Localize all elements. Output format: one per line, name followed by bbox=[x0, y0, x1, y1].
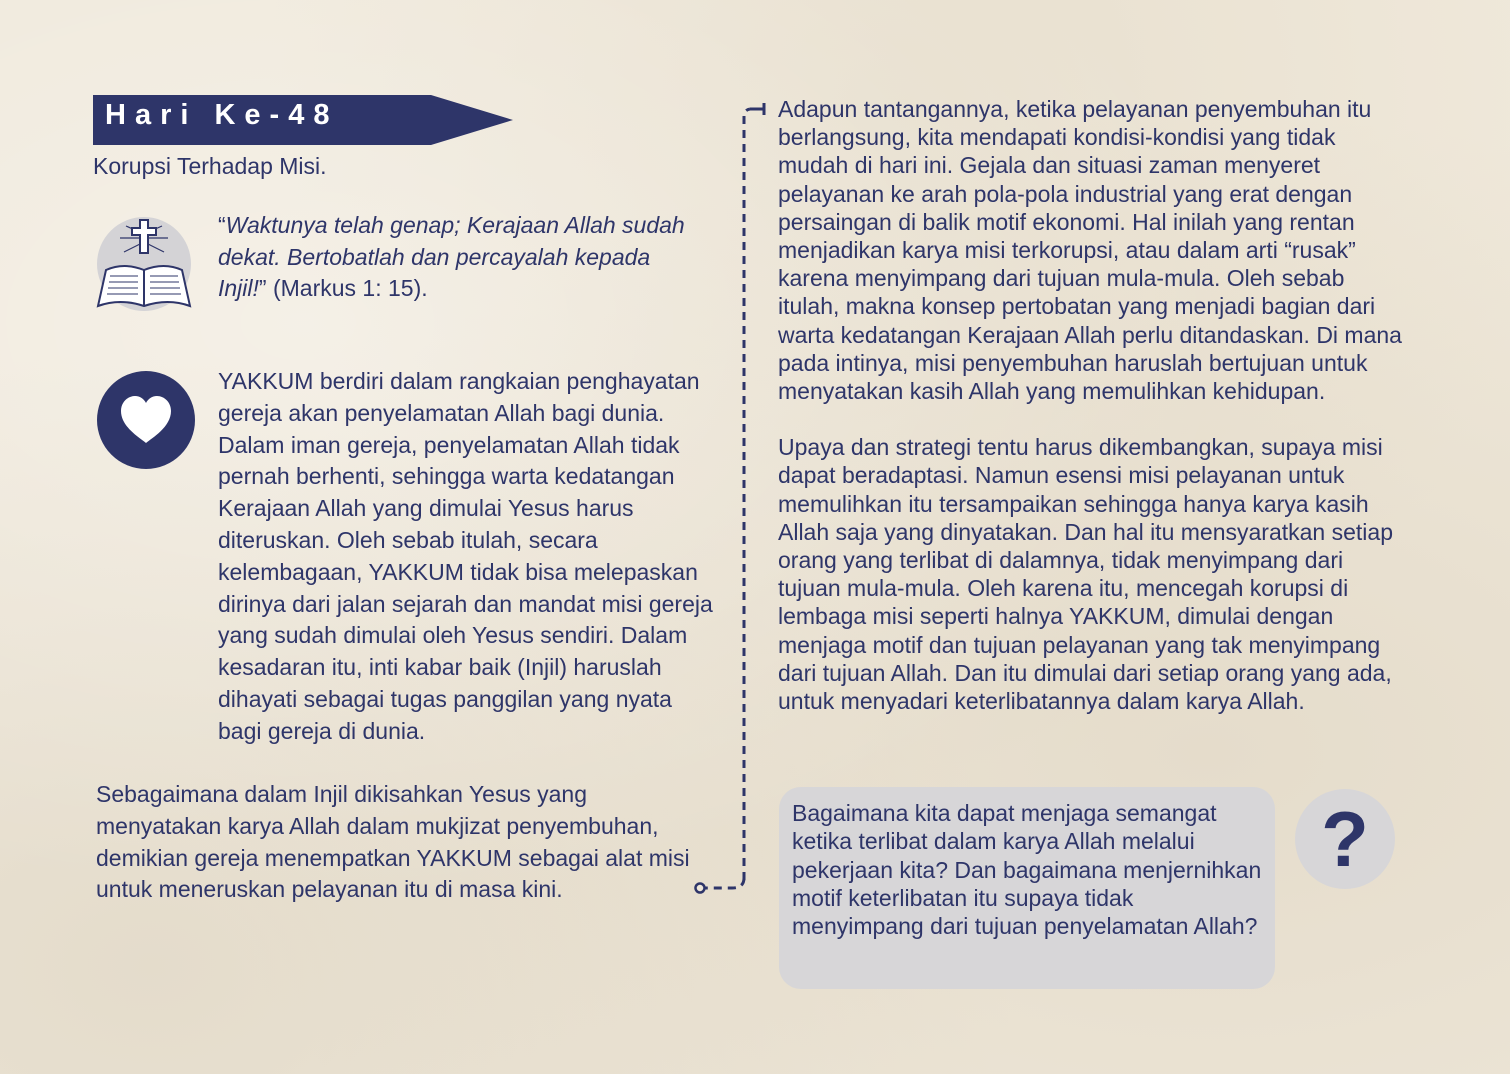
day-label: Hari Ke-48 bbox=[105, 99, 339, 131]
open-bible-cross-icon bbox=[92, 212, 196, 312]
day-banner bbox=[93, 95, 513, 145]
question-box bbox=[779, 787, 1275, 989]
right-paragraph-2: Upaya dan strategi tentu harus dikembangkan, supaya misi dapat beradaptasi. Namun esensi misi pelayanan untuk memulihkan itu tersampaikan sehingga hanya karya kasih Allah saja yang dinyatakan. Dan hal itu mensyaratkan setiap orang yang terlibat di dalamnya, tidak menyimpang dari tujuan mula-mula. Oleh karena itu, mencegah korupsi di lembaga misi seperti halnya YAKKUM, dimulai dengan menjaga motif dan tujuan pelayanan yang tak menyimpang dari tujuan Allah. Dan itu dimulai dari setiap orang yang ada, untuk menyadari keterlibatannya dalam karya Allah. bbox=[778, 434, 1393, 715]
dashed-connector bbox=[690, 100, 770, 900]
question-mark-icon bbox=[1295, 789, 1395, 889]
verse-open-quote: “ bbox=[218, 212, 226, 238]
reflection-paragraph-2: Sebagaimana dalam Injil dikisahkan Yesus yang menyatakan karya Allah dalam mukjizat penyembuhan, demikian gereja menempatkan YAKKUM sebagai alat misi untuk meneruskan pelayanan itu di masa kini. bbox=[96, 781, 690, 903]
page-subtitle: Korupsi Terhadap Misi. bbox=[93, 153, 327, 179]
verse-text: Waktunya telah genap; Kerajaan Allah sudah dekat. Bertobatlah dan percayalah kepada Injil! bbox=[218, 212, 685, 301]
bible-verse bbox=[218, 210, 698, 305]
reflection-question: Bagaimana kita dapat menjaga semangat ketika terlibat dalam karya Allah melalui pekerjaan kita? Dan bagaimana menjernihkan motif keterlibatan itu supaya tidak menyimpang dari tujuan penyelamatan Allah? bbox=[792, 800, 1262, 940]
heart-icon bbox=[96, 370, 196, 470]
verse-close-quote: ” bbox=[258, 275, 267, 301]
question-mark-symbol: ? bbox=[1321, 795, 1369, 883]
verse-reference: (Markus 1: 15). bbox=[266, 275, 428, 301]
reflection-paragraph-1: YAKKUM berdiri dalam rangkaian penghayatan gereja akan penyelamatan Allah bagi dunia. Dalam iman gereja, penyelamatan Allah tidak pernah berhenti, sehingga warta kedatangan Kerajaan Allah yang dimulai Yesus harus diteruskan. Oleh sebab itulah, secara kelembagaan, YAKKUM tidak bisa melepaskan dirinya dari jalan sejarah dan mandat misi gereja yang sudah dimulai oleh Yesus sendiri. Dalam kesadaran itu, inti kabar baik (Injil) haruslah dihayati sebagai tugas panggilan yang nyata bagi gereja di dunia. bbox=[218, 368, 713, 744]
right-column bbox=[778, 95, 1403, 715]
right-paragraph-1: Adapun tantangannya, ketika pelayanan penyembuhan itu berlangsung, kita mendapati kondisi-kondisi yang tidak mudah di hari ini. Gejala dan situasi zaman menyeret pelayanan ke arah pola-pola industrial yang erat dengan persaingan di balik motif ekonomi. Hal inilah yang rentan menjadikan karya misi terkorupsi, atau dalam arti “rusak” karena menyimpang dari tujuan mula-mula. Oleh sebab itulah, makna konsep pertobatan yang menjadi bagian dari warta kedatangan Kerajaan Allah perlu ditandaskan. Di mana pada intinya, misi penyembuhan haruslah bertujuan untuk menyatakan kasih Allah yang memulihkan kehidupan. bbox=[778, 96, 1402, 405]
